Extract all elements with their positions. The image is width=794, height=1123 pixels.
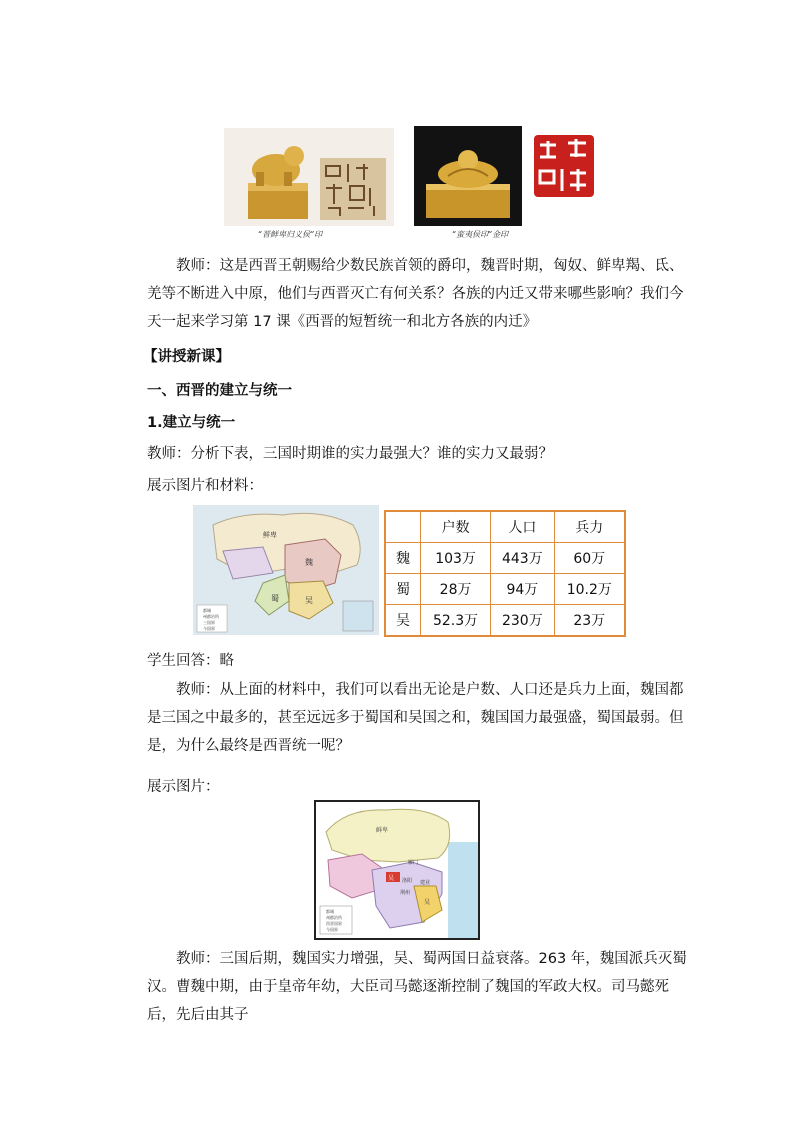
table-row [385, 574, 625, 605]
section-heading-1: 一、西晋的建立与统一 [147, 383, 292, 399]
show-materials-label: 展示图片和材料： [147, 478, 263, 494]
table-cell: 230万 [491, 605, 554, 637]
map2-label-wu-marker: 吴 [388, 875, 395, 882]
table-header-row [385, 511, 625, 543]
map1-label-wu: 吴 [305, 596, 313, 605]
conclusion-paragraph: 教师：三国后期，魏国实力增强，吴、蜀两国日益衰落。263 年，魏国派兵灭蜀汉。曹魏中期，由于皇帝年幼，大臣司马懿逐渐控制了魏国的军政大权。司马懿死后，先后由其子 [147, 951, 687, 1023]
intro-paragraph: 教师：这是西晋王朝赐给少数民族首领的爵印，魏晋时期，匈奴、鲜卑羯、氐、羌等不断进入中原，他们与西晋灭亡有何关系？各族的内迁又带来哪些影响？我们今天一起来学习第 17 课《西晋的短暂统一和北方各族的内迁》 [147, 258, 684, 330]
table-cell: 443万 [491, 543, 554, 574]
table-cell: 魏 [385, 543, 421, 574]
seal1-caption: “晋鲜卑归义侯”印 [258, 230, 323, 239]
table-header-cell: 兵力 [554, 511, 625, 543]
map2-legend-2: 西晋国界 [326, 921, 342, 926]
table-cell: 蜀 [385, 574, 421, 605]
map1-legend-3: 今国界 [203, 626, 215, 631]
table-cell: 吴 [385, 605, 421, 637]
map2-label-jianye: 建业 [420, 880, 431, 886]
western-jin-map [314, 800, 480, 940]
map2-label-wu: 吴 [424, 899, 431, 906]
map1-legend-0: 都城 [203, 608, 211, 613]
map2-label-xianbei: 鲜卑 [376, 827, 389, 834]
table-header-cell: 户数 [421, 511, 491, 543]
table-header-cell: 人口 [491, 511, 554, 543]
seal-stamp-red [532, 133, 596, 199]
three-kingdoms-table [384, 510, 626, 637]
map2-legend-3: 今国界 [326, 927, 338, 932]
map2-legend-0: 都城 [326, 909, 334, 914]
table-cell: 60万 [554, 543, 625, 574]
table-row [385, 605, 625, 637]
seal-image-2 [414, 126, 522, 226]
map1-label-xianbei: 鲜卑 [263, 531, 277, 539]
map2-label-yanmen: 雁门 [408, 860, 419, 866]
analysis-paragraph: 教师：从上面的材料中，我们可以看出无论是户数、人口还是兵力上面，魏国都是三国之中最多的，甚至远远多于蜀国和吴国之和，魏国国力最强盛，蜀国最弱。但是，为什么最终是西晋统一呢？ [147, 682, 684, 754]
student-answer: 学生回答：略 [147, 653, 234, 669]
table-cell: 23万 [554, 605, 625, 637]
map2-label-jingzhou: 荆州 [400, 890, 411, 896]
table-cell: 52.3万 [421, 605, 491, 637]
map2-label-luoyang: 洛阳 [402, 878, 413, 884]
table-cell: 10.2万 [554, 574, 625, 605]
map2-legend-1: 州郡治所 [326, 915, 342, 920]
table-row [385, 543, 625, 574]
table-cell: 28万 [421, 574, 491, 605]
show-image-label: 展示图片： [147, 779, 220, 795]
three-kingdoms-map [193, 505, 379, 635]
table-cell: 103万 [421, 543, 491, 574]
map1-legend-1: 州郡治所 [203, 614, 219, 619]
section-tag: 【讲授新课】 [143, 349, 230, 365]
map1-legend-2: 三国界 [203, 620, 215, 625]
seal2-caption: “蛮夷侯印”金印 [452, 230, 509, 239]
table-header-cell [385, 511, 421, 543]
seal-image-1 [224, 128, 394, 226]
question-1: 教师：分析下表，三国时期谁的实力最强大？谁的实力又最弱？ [147, 446, 553, 462]
map1-label-wei: 魏 [305, 558, 313, 567]
section-heading-2: 1.建立与统一 [147, 415, 236, 431]
table-cell: 94万 [491, 574, 554, 605]
map1-label-shu: 蜀 [271, 594, 279, 603]
